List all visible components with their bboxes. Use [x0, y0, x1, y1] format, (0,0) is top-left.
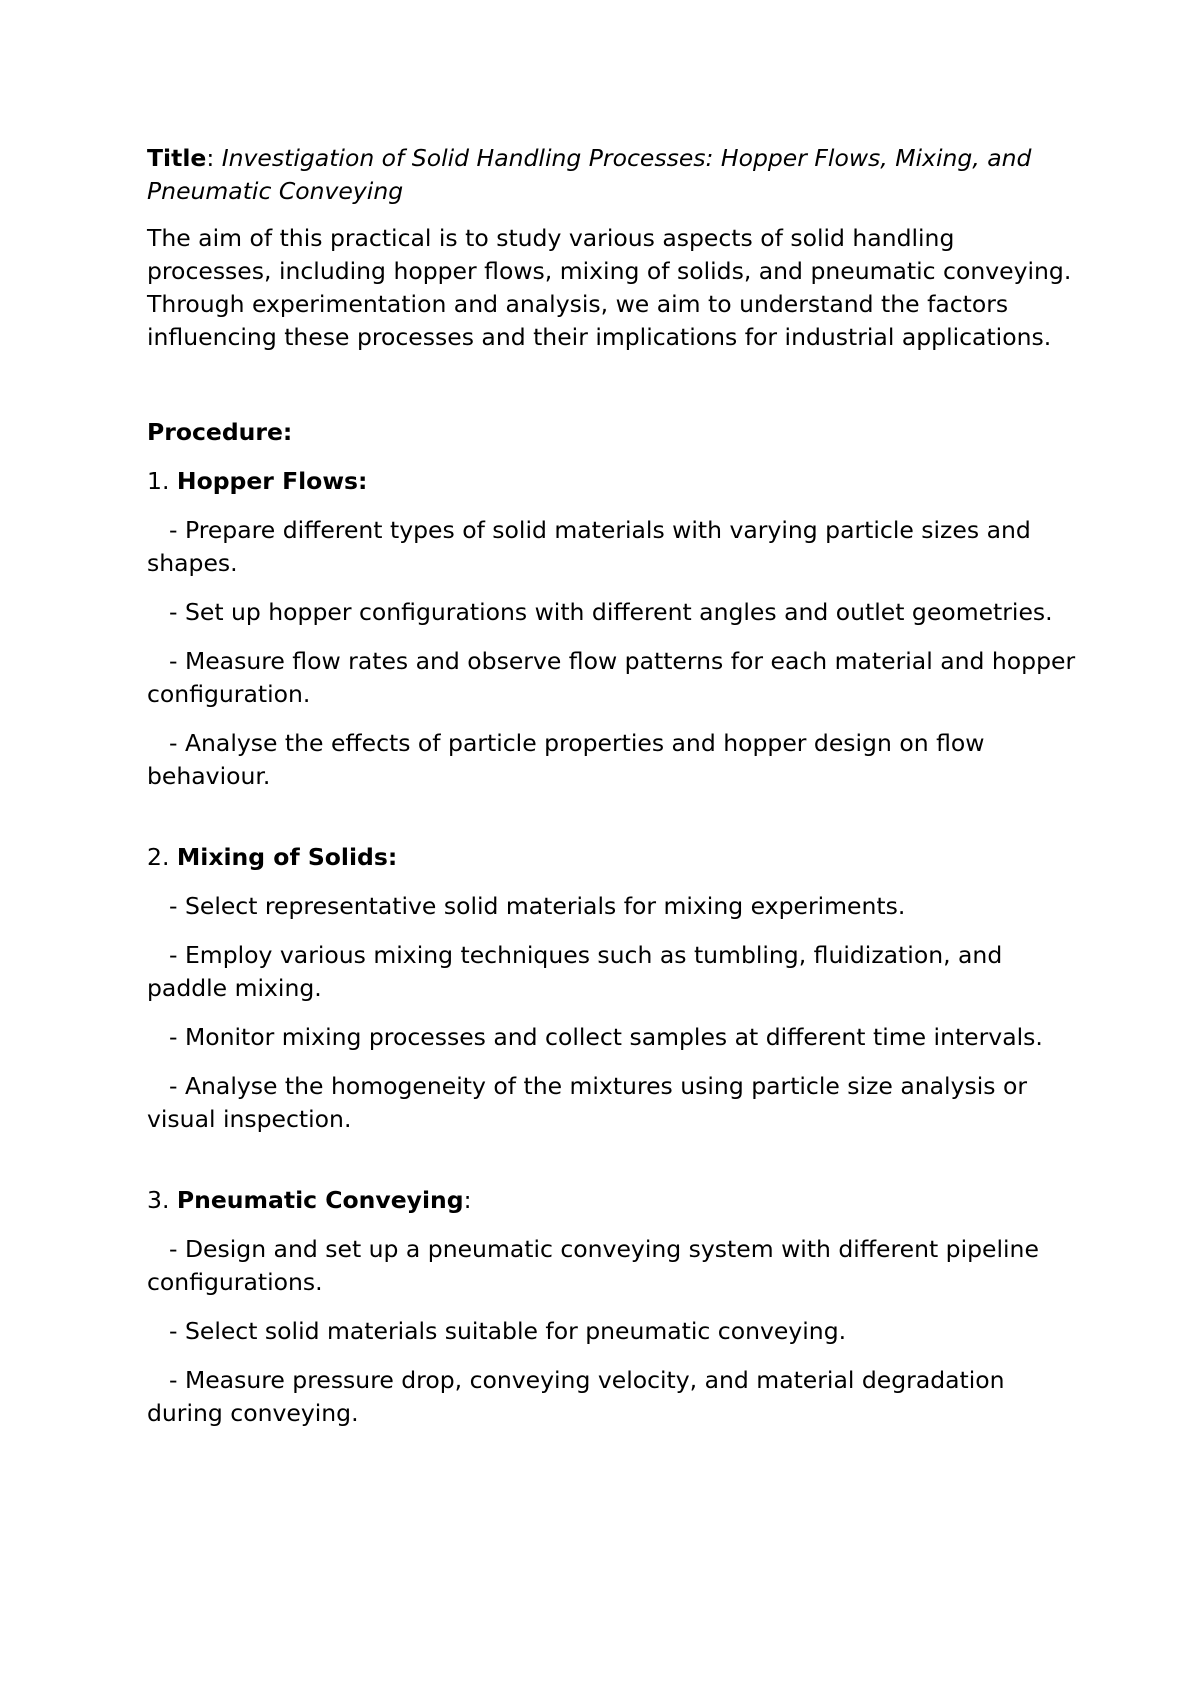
procedure-step: - Design and set up a pneumatic conveying system with different pipeline configurations.	[147, 1235, 1039, 1296]
document-page	[147, 142, 1077, 1446]
procedure-step: - Measure flow rates and observe flow patterns for each material and hopper configuration.	[147, 647, 1076, 708]
section-heading	[147, 841, 1077, 874]
procedure-step: - Employ various mixing techniques such as tumbling, fluidization, and paddle mixing.	[147, 941, 1003, 1002]
procedure-heading: Procedure:	[147, 418, 293, 446]
procedure-step: - Measure pressure drop, conveying velocity, and material degradation during conveying.	[147, 1366, 1005, 1427]
section-number: 1.	[147, 467, 177, 495]
procedure-step: - Prepare different types of solid materials with varying particle sizes and shapes.	[147, 516, 1031, 577]
section-pneumatic-conveying	[147, 1184, 1077, 1430]
aim-paragraph: The aim of this practical is to study various aspects of solid handling processes, including hopper flows, mixing of solids, and pneumatic conveying. Through experimentation and analysis, we aim to understand the factors influencing these processes and their implications for industrial applications.	[147, 224, 1072, 351]
section-heading	[147, 465, 1077, 498]
section-number: 3.	[147, 1186, 177, 1214]
procedure-step: - Analyse the homogeneity of the mixtures using particle size analysis or visual inspection.	[147, 1072, 1028, 1133]
title-label: Title	[147, 144, 207, 172]
section-title: Hopper Flows:	[176, 467, 368, 495]
procedure-step: - Select representative solid materials for mixing experiments.	[169, 892, 906, 920]
section-hopper-flows	[147, 465, 1077, 793]
procedure-step: - Monitor mixing processes and collect samples at different time intervals.	[169, 1023, 1043, 1051]
procedure-step: - Set up hopper configurations with different angles and outlet geometries.	[169, 598, 1053, 626]
section-title: Pneumatic Conveying	[176, 1186, 464, 1214]
title-text: Investigation of Solid Handling Processes: Hopper Flows, Mixing, and Pneumatic Conveying	[147, 144, 1032, 205]
section-heading: 3. Pneumatic Conveying:	[147, 1186, 472, 1214]
section-title: Mixing of Solids:	[176, 843, 398, 871]
procedure-step: - Analyse the effects of particle properties and hopper design on flow behaviour.	[147, 729, 985, 790]
section-mixing-of-solids	[147, 841, 1077, 1136]
procedure-step: - Select solid materials suitable for pneumatic conveying.	[169, 1317, 847, 1345]
document-title	[147, 142, 1077, 208]
section-number: 2.	[147, 843, 177, 871]
title-colon: :	[206, 144, 222, 172]
